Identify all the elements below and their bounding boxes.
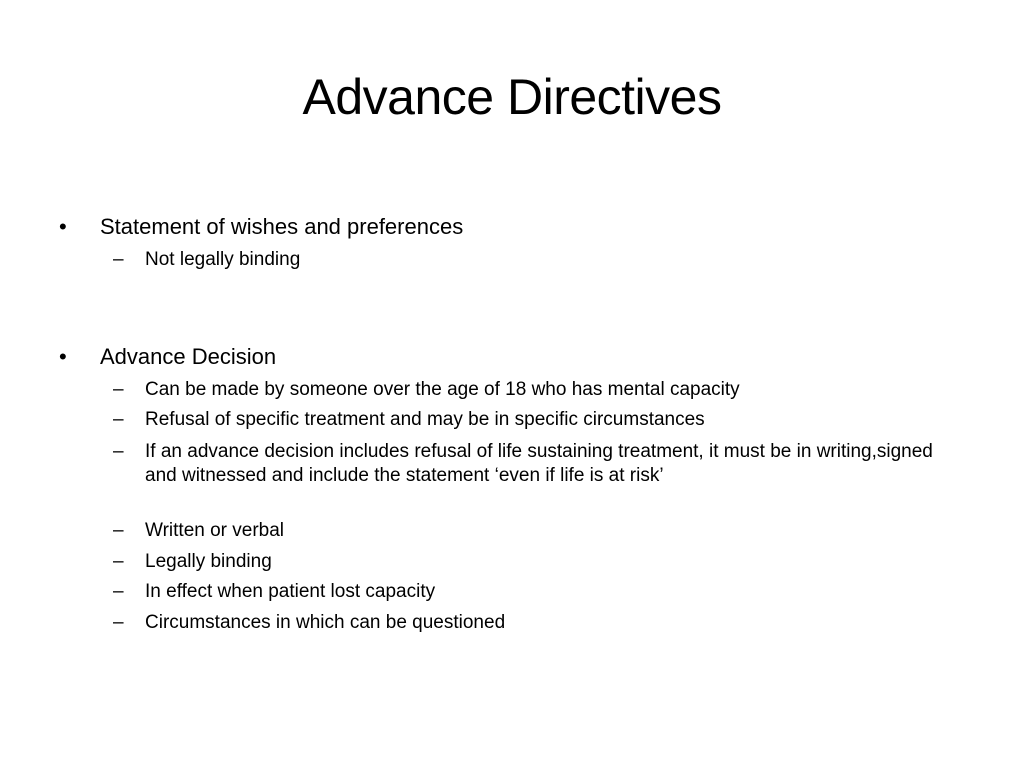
- sub-bullet-item: [113, 378, 963, 402]
- sub-bullet-item: [113, 580, 963, 604]
- sub-bullet-text: Can be made by someone over the age of 18 who has mental capacity: [145, 379, 740, 400]
- sub-bullet-item: [113, 440, 963, 488]
- slide-title: Advance Directives: [302, 69, 722, 125]
- sub-bullet-item: [113, 519, 963, 543]
- bullet-text: Advance Decision: [100, 344, 277, 369]
- sub-bullet-text: Circumstances in which can be questioned: [145, 612, 506, 633]
- sub-bullet-item: [113, 408, 963, 432]
- sub-bullet-text: Not legally binding: [145, 249, 301, 270]
- sub-bullet-text: In effect when patient lost capacity: [145, 581, 436, 602]
- dash-marker: –: [113, 612, 124, 633]
- dash-marker: –: [113, 441, 124, 462]
- sub-bullet-text: Written or verbal: [145, 520, 285, 541]
- dash-marker: –: [113, 249, 124, 270]
- sub-bullet-item: [113, 248, 963, 272]
- sub-bullet-item: [113, 611, 963, 635]
- dash-marker: –: [113, 379, 124, 400]
- bullet-marker: •: [59, 214, 67, 239]
- sub-bullet-text: If an advance decision includes refusal of life sustaining treatment, it must be in writing,signed and witnessed and include the statement ‘even if life is at risk’: [145, 441, 933, 486]
- sub-bullet-text: Refusal of specific treatment and may be in specific circumstances: [145, 409, 705, 430]
- sub-bullet-item: [113, 550, 963, 574]
- sub-bullet-text: Legally binding: [145, 551, 272, 572]
- dash-marker: –: [113, 581, 124, 602]
- dash-marker: –: [113, 520, 124, 541]
- bullet-marker: •: [59, 344, 67, 369]
- dash-marker: –: [113, 551, 124, 572]
- bullet-text: Statement of wishes and preferences: [100, 214, 464, 239]
- dash-marker: –: [113, 409, 124, 430]
